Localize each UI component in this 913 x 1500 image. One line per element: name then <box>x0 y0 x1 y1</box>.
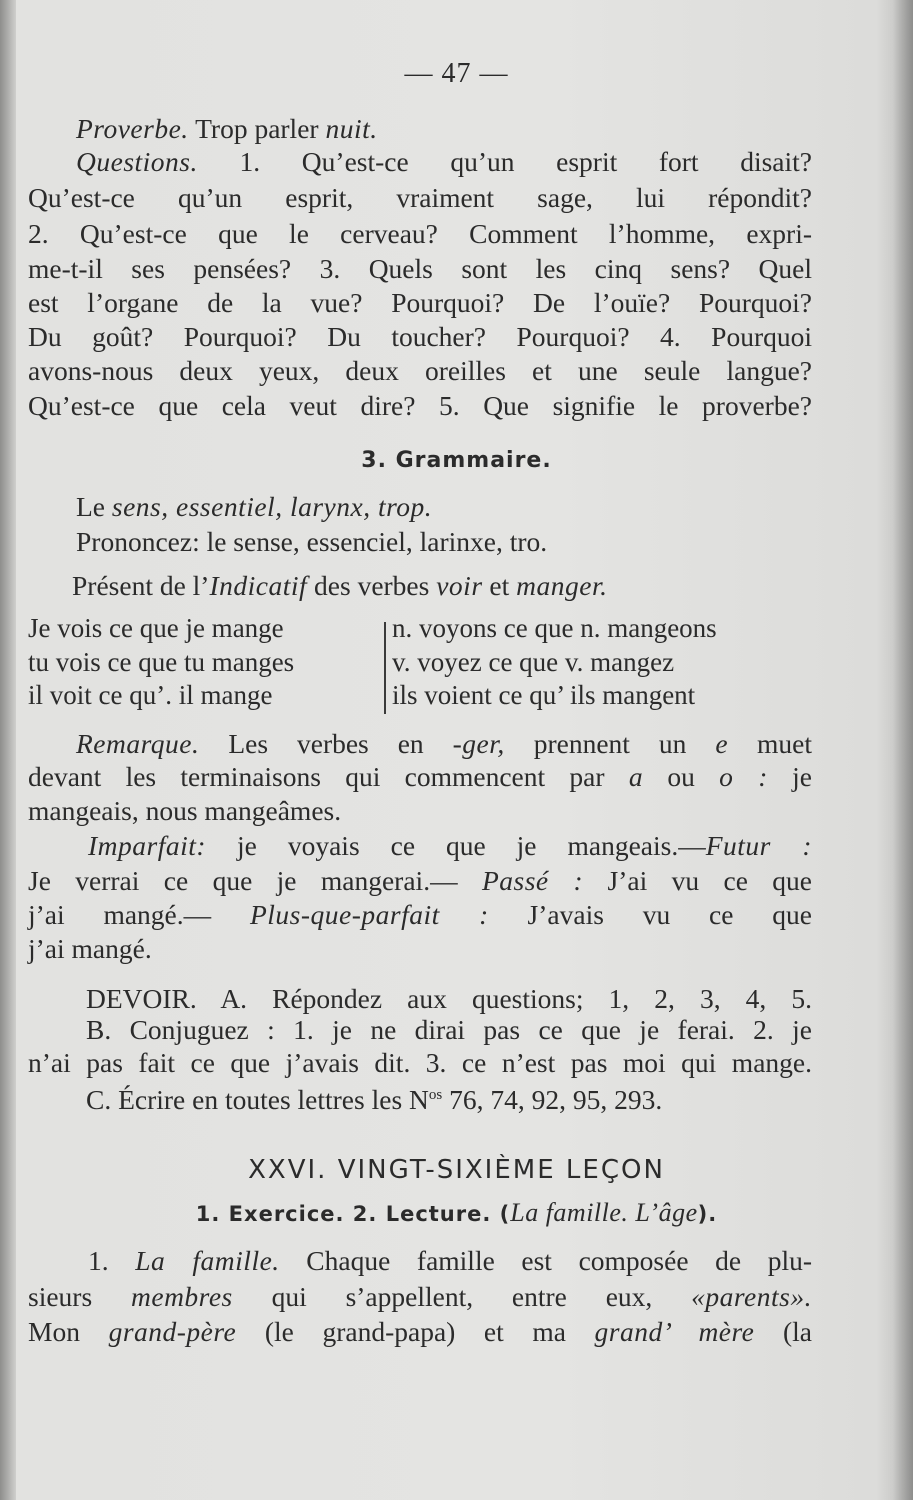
questions-line-3: 2. Qu’est-ce que le cerveau? Comment l’homme, expri- <box>28 218 812 249</box>
devoir-a: DEVOIR. A. Répondez aux questions; 1, 2, 3, 4, 5. <box>86 983 812 1014</box>
devoir-b-1: B. Conjuguez : 1. je ne dirai pas ce que je ferai. 2. je <box>86 1014 812 1045</box>
present-voir: voir <box>436 570 483 601</box>
famille-text: (la <box>754 1316 813 1347</box>
imparfait-line <box>88 829 812 863</box>
devoir-c-sup: os <box>428 1087 443 1103</box>
remarque-label: Remarque. <box>76 728 200 759</box>
conjugation-row: ils voient ce qu’ ils mangent <box>392 680 696 710</box>
devoir-c-numbers: 76, 74, 92, 95, 293. <box>442 1084 663 1115</box>
famille-title: La famille. <box>135 1245 280 1276</box>
futur-line <box>28 864 812 898</box>
remarque-text: devant les terminaisons qui commencent par <box>28 761 629 792</box>
lesson-subtitle-text: 1. Exercice. 2. Lecture. ( <box>195 1202 511 1226</box>
remarque-line-1 <box>76 727 812 761</box>
conjugation-row: Je vois ce que je mange <box>28 613 284 643</box>
remarque-ger: -ger, <box>452 728 505 759</box>
famille-text: sieurs <box>28 1281 131 1312</box>
questions-line-8: Qu’est-ce que cela veut dire? 5. Que signifie le proverbe? <box>28 390 812 421</box>
pqp-text: j’ai mangé.— <box>28 899 250 930</box>
remarque-text: je <box>767 761 813 792</box>
famille-text: (le grand-papa) et ma <box>236 1316 595 1347</box>
remarque-text: ou <box>643 761 720 792</box>
remarque-e: e <box>715 728 729 759</box>
remarque-o: o : <box>719 761 768 792</box>
prononcez-line: Prononcez: le sense, essenciel, larinxe, tro. <box>76 526 548 557</box>
pqp-line-2: j’ai mangé. <box>28 933 152 964</box>
devoir-c <box>86 1078 662 1117</box>
remarque-text: Les verbes en <box>199 728 453 759</box>
questions-line-1 <box>76 145 812 179</box>
famille-line-3 <box>28 1315 812 1349</box>
questions-line-2: Qu’est-ce qu’un esprit, vraiment sage, lui répondit? <box>28 182 812 213</box>
proverbe-line <box>76 112 378 146</box>
present-c: des verbes <box>307 570 437 601</box>
conjugation-row: il voit ce qu’. il mange <box>28 680 273 710</box>
questions-text-1: 1. Qu’est-ce qu’un esprit fort disait? <box>239 146 813 177</box>
grammaire-le: Le <box>76 491 112 522</box>
famille-grand-mere: grand’ mère <box>594 1316 755 1347</box>
futur-label: Futur : <box>705 830 812 861</box>
lesson-subtitle-end: ). <box>697 1202 718 1226</box>
remarque-text: prennent un <box>504 728 716 759</box>
remarque-line-3: mangeais, nous mangeâmes. <box>28 795 342 826</box>
proverbe-text: Trop parler <box>195 113 326 144</box>
grammaire-words: sens, essentiel, larynx, trop. <box>111 491 433 522</box>
famille-num: 1. <box>88 1245 136 1276</box>
present-a: Présent de l’ <box>72 570 210 601</box>
questions-line-4: me-t-il ses pensées? 3. Quels sont les cinq sens? Quel <box>28 253 812 284</box>
devoir-b-2: n’ai pas fait ce que j’avais dit. 3. ce n’est pas moi qui mange. <box>28 1047 812 1078</box>
questions-label: Questions. <box>76 146 198 177</box>
famille-line-1 <box>88 1244 812 1278</box>
conjugation-row: v. voyez ce que v. mangez <box>392 646 675 677</box>
passe-label: Passé : <box>481 865 584 896</box>
lesson-subtitle <box>0 1197 913 1230</box>
proverbe-text-italic: nuit. <box>325 113 378 144</box>
famille-text: qui s’appellent, entre eux, <box>232 1281 692 1312</box>
pqp-line <box>28 898 812 932</box>
proverbe-label: Proverbe. <box>76 113 189 144</box>
imparfait-label: Imparfait: <box>88 830 207 861</box>
imparfait-text: je voyais ce que je mangeais.— <box>206 830 706 861</box>
famille-grand-pere: grand-père <box>108 1316 237 1347</box>
present-indicatif: Indicatif <box>209 570 308 601</box>
famille-line-2 <box>28 1280 812 1314</box>
passe-text: J’ai vu ce que <box>583 865 812 896</box>
futur-text: Je verrai ce que je mangerai.— <box>28 865 482 896</box>
conjugation-singular <box>28 612 294 713</box>
conjugation-row: tu vois ce que tu manges <box>28 646 295 677</box>
remarque-line-2 <box>28 760 812 794</box>
remarque-text: muet <box>728 728 812 759</box>
pqp-text: J’avais vu ce que <box>488 899 812 930</box>
present-manger: manger. <box>516 570 608 601</box>
famille-text: Mon <box>28 1316 109 1347</box>
grammaire-heading: 3. Grammaire. <box>361 448 552 473</box>
conjugation-plural <box>392 612 717 713</box>
grammaire-words-line <box>76 490 432 524</box>
page-number: — 47 — <box>404 58 509 89</box>
questions-line-6: Du goût? Pourquoi? Du toucher? Pourquoi? 4. Pourquoi <box>28 321 812 352</box>
remarque-a: a <box>628 761 644 792</box>
questions-line-5: est l’organe de la vue? Pourquoi? De l’ouïe? Pourquoi? <box>28 287 812 318</box>
present-line <box>72 569 608 603</box>
questions-line-7: avons-nous deux yeux, deux oreilles et une seule langue? <box>28 355 812 386</box>
pqp-label: Plus-que-parfait : <box>249 899 489 930</box>
famille-parents: «parents». <box>691 1281 812 1312</box>
famille-membres: membres <box>131 1281 233 1312</box>
column-divider <box>384 622 386 714</box>
present-e: et <box>482 570 517 601</box>
devoir-c-text: C. Écrire en toutes lettres les N <box>86 1084 429 1115</box>
lesson-title: XXVI. VINGT-SIXIÈME LEÇON <box>248 1155 665 1185</box>
lesson-subtitle-italic: La famille. L’âge <box>510 1198 698 1227</box>
famille-text: Chaque famille est composée de plu- <box>279 1245 813 1276</box>
conjugation-row: n. voyons ce que n. mangeons <box>392 613 717 643</box>
